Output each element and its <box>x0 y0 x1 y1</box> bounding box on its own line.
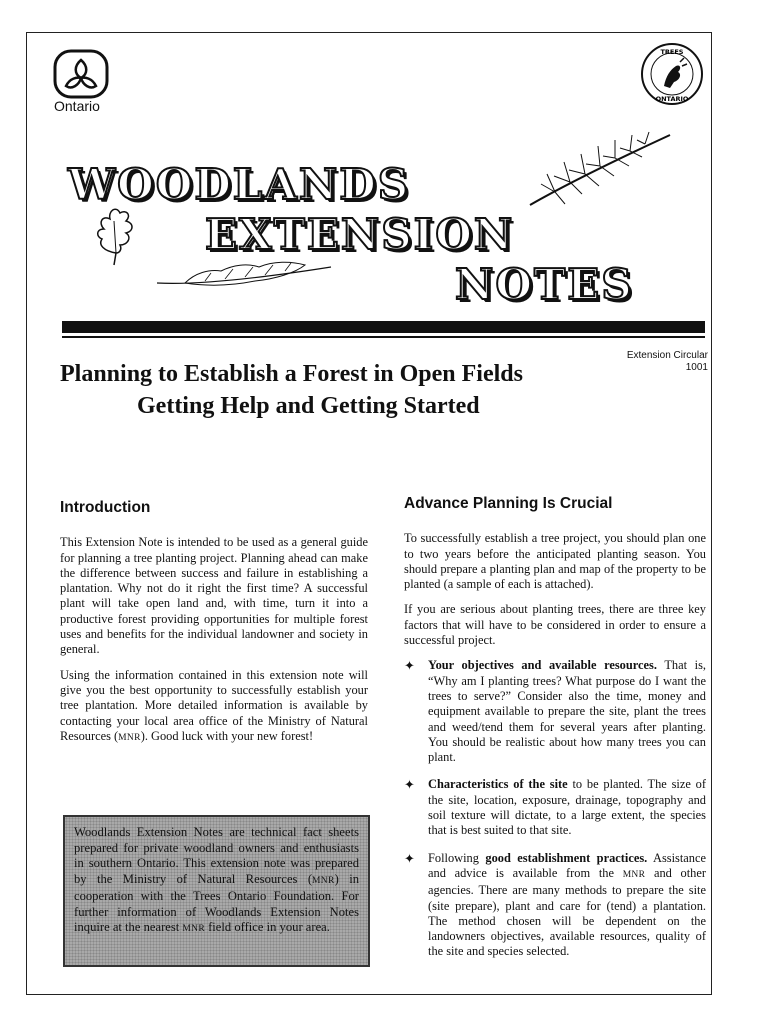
header-rule-thick <box>62 321 705 333</box>
circular-number: 1001 <box>685 362 708 373</box>
extension-circular <box>627 350 708 374</box>
introduction-heading: Introduction <box>60 499 151 516</box>
list-item <box>404 851 706 960</box>
advance-paragraph-1: To successfully establish a tree project, you should plan one to two years before the anticipated planting season. You should prepare a planting plan and map of the property to be planted (a sample of each is attached). <box>404 531 706 592</box>
logo-label: Ontario <box>54 98 100 114</box>
infobox-abbr-2: MNR <box>182 924 205 934</box>
infobox-abbr-1: MNR <box>312 875 335 886</box>
key-factors-list <box>404 658 706 959</box>
bullet-3-abbr: MNR <box>622 869 646 880</box>
list-item <box>404 777 706 838</box>
bullet-star-icon: ✦ <box>404 850 415 866</box>
list-item <box>404 658 706 765</box>
document-title <box>60 358 560 422</box>
circular-label: Extension Circular <box>626 350 708 361</box>
infobox-text-mid: ) in cooperation with the Trees Ontario Foundation. For further information of Woodlands Extension Notes inquire at the nearest <box>74 871 359 934</box>
introduction-paragraph-2 <box>60 668 368 746</box>
bullet-star-icon: ✦ <box>404 777 415 793</box>
bullet-3-text: and other agencies. There are many methods to prepare the site (site prepare), plant and care for (tend) a plantation. The method chosen will be dependent on the landowners objectives, available resources, quality of the site and species selected. <box>428 865 707 959</box>
intro-p2-before: Using the information contained in this extension note will give you the best opportunity to successfully establish your tree plantation. More detailed information is available by contacting your local area office of the Ministry of Natural Resources ( <box>60 667 368 743</box>
advance-planning-section <box>404 496 706 972</box>
bullet-3-pre: Following <box>428 850 486 865</box>
bullet-2-bold: Characteristics of the site <box>428 777 568 792</box>
pine-branch-icon <box>525 130 675 210</box>
bullet-star-icon: ✦ <box>404 658 415 674</box>
bullet-3-bold: good establishment practices. <box>485 850 648 865</box>
bullet-1-text: That is, “Why am I planting trees? What purpose do I want the trees to serve?” Consider also the time, money and equipment available to prepare the site, plant the trees and weed/tend them for several years after planting. You should be realistic about how many trees you can plant. <box>428 658 706 765</box>
bullet-1-bold: Your objectives and available resources. <box>428 658 657 673</box>
oak-leaf-icon <box>92 203 138 267</box>
info-box <box>63 815 370 967</box>
masthead-extension: EXTENSION <box>205 210 515 259</box>
header-rule-thin <box>62 336 705 338</box>
intro-p2-abbr: MNR <box>118 732 141 743</box>
seal-text-top: TREES <box>660 48 684 56</box>
frond-leaf-icon <box>155 255 335 295</box>
masthead <box>60 115 720 315</box>
trillium-icon <box>52 48 110 100</box>
infobox-text-after: field office in your area. <box>204 920 330 934</box>
introduction-paragraph-1: This Extension Note is intended to be used as a general guide for planning a tree planting project. Planning ahead can make the difference between success and failure in establishing a plantation. Why not do it right the first time? A successful plant will take open land and, with time, turn it into a productive forest providing opportunities for multiple forest uses and benefits for the individual landowner and society in general. <box>60 535 368 657</box>
advance-paragraph-2: If you are serious about planting trees, there are three key factors that will have to be considered in order to ensure a successful project. <box>404 602 706 648</box>
bullet-3-text-before-abbr: Assistance and advice is available from the <box>428 850 706 880</box>
bullet-2-text: to be planted. The size of the site, location, exposure, drainage, topography and soil texture will dictate, to a large extent, the species that is best suited to that site. <box>428 777 706 838</box>
title-sub: Getting Help and Getting Started <box>137 393 480 419</box>
introduction-section <box>60 500 368 756</box>
trees-ontario-seal-icon <box>640 42 704 106</box>
infobox-text-before: Woodlands Extension Notes are technical fact sheets prepared for private woodland owners and enthusiasts in southern Ontario. This extension note was prepared by the Ministry of Natural Resources ( <box>74 825 359 886</box>
masthead-woodlands: WOODLANDS <box>68 160 411 209</box>
advance-heading: Advance Planning Is Crucial <box>404 495 613 512</box>
seal-text-bottom: ONTARIO <box>655 95 689 103</box>
intro-p2-after: ). Good luck with your new forest! <box>140 728 314 743</box>
ontario-logo <box>52 48 114 114</box>
masthead-notes: NOTES <box>455 260 634 309</box>
title-main: Planning to Establish a Forest in Open Fields <box>60 361 523 387</box>
